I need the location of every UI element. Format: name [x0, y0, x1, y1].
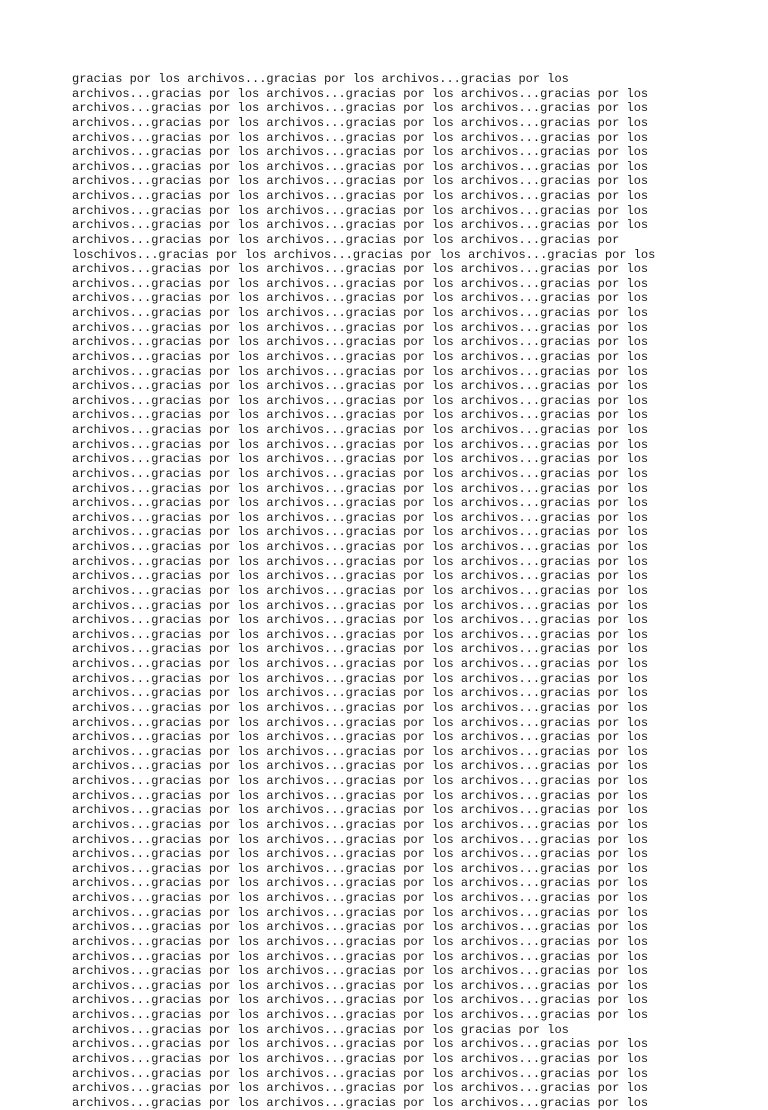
- text-line: archivos...gracias por los archivos...gracias por los archivos...gracias por los: [72, 145, 649, 160]
- text-line: archivos...gracias por los archivos...gracias por los archivos...gracias por los: [72, 803, 649, 818]
- text-line: archivos...gracias por los archivos...gracias por los archivos...gracias por los: [72, 423, 649, 437]
- text-line: archivos...gracias por los archivos...gracias por los archivos...gracias por los: [72, 715, 649, 730]
- text-line: archivos...gracias por los archivos...gracias por los archivos...gracias por los: [72, 408, 649, 423]
- text-line: archivos...gracias por los archivos...gracias por los archivos...gracias por los: [72, 218, 649, 233]
- text-line: archivos...gracias por los archivos...gracias por los archivos...gracias por los: [72, 379, 649, 394]
- text-line: archivos...gracias por los archivos...gracias por los archivos...gracias por los: [72, 1081, 649, 1096]
- text-line: archivos...gracias por los archivos...gracias por los archivos...gracias por los: [72, 1095, 649, 1110]
- text-line: gracias por los archivos...gracias por los archivos...gracias por los: [72, 72, 569, 86]
- text-line: archivos...gracias por los archivos...gracias por los archivos...gracias por los: [72, 861, 649, 876]
- text-line: archivos...gracias por los archivos...gracias por los archivos...gracias por los: [72, 174, 649, 189]
- text-line: archivos...gracias por los archivos...gracias por los archivos...gracias por los: [72, 598, 649, 613]
- text-line: archivos...gracias por los archivos...gracias por los archivos...gracias por los: [72, 276, 649, 291]
- text-line: archivos...gracias por los archivos...gracias por los archivos...gracias por los: [72, 452, 649, 467]
- text-line: archivos...gracias por los archivos...gracias por los archivos...gracias por los: [72, 949, 649, 964]
- text-line: archivos...gracias por los archivos...gracias por los archivos...gracias por los: [72, 569, 649, 584]
- text-line: archivos...gracias por los archivos...gracias por los archivos...gracias por los: [72, 203, 649, 218]
- text-line: archivos...gracias por los archivos...gracias por los archivos...gracias por los: [72, 1037, 649, 1052]
- text-line: archivos...gracias por los archivos...gracias por los archivos...gracias por los: [72, 613, 649, 628]
- text-line: archivos...gracias por los archivos...gracias por los archivos...gracias por los: [72, 583, 649, 598]
- text-line: archivos...gracias por los archivos...gracias por los archivos...gracias por los: [72, 1008, 649, 1022]
- text-line: archivos...gracias por los archivos...gracias por los archivos...gracias por los: [72, 291, 649, 306]
- text-line: archivos...gracias por los archivos...gracias por los archivos...gracias por los: [72, 86, 649, 101]
- text-line: archivos...gracias por los archivos...gracias por los archivos...gracias por los: [72, 101, 649, 116]
- text-line: archivos...gracias por los archivos...gracias por los archivos...gracias por los: [72, 700, 649, 715]
- text-line: archivos...gracias por los archivos...gracias por los archivos...gracias por los: [72, 130, 649, 145]
- text-line: loschivos...gracias por los archivos...gracias por los archivos...gracias por los: [72, 247, 656, 262]
- text-line: archivos...gracias por los archivos...gracias por los archivos...gracias por los: [72, 1051, 649, 1066]
- text-line: archivos...gracias por los archivos...gracias por los archivos...gracias por los: [72, 686, 649, 701]
- text-line: archivos...gracias por los archivos...gracias por los archivos...gracias por los: [72, 920, 649, 935]
- text-line: archivos...gracias por los archivos...gracias por los archivos...gracias por los: [72, 788, 649, 803]
- text-line: archivos...gracias por los archivos...gracias por los archivos...gracias por los: [72, 993, 649, 1008]
- text-line: archivos...gracias por los archivos...gracias por los archivos...gracias por los: [72, 349, 649, 364]
- text-line: archivos...gracias por los archivos...gracias por los archivos...gracias por los: [72, 510, 649, 525]
- text-line: archivos...gracias por los archivos...gracias por los archivos...gracias por los: [72, 525, 649, 540]
- text-line: archivos...gracias por los archivos...gracias por los archivos...gracias por los: [72, 540, 649, 554]
- text-line: archivos...gracias por los archivos...gracias por los archivos...gracias por los: [72, 189, 649, 203]
- document-text: [72, 72, 712, 1110]
- text-line: archivos...gracias por los archivos...gracias por los archivos...gracias por los: [72, 934, 649, 949]
- text-line: archivos...gracias por los archivos...gracias por los archivos...gracias por los: [72, 466, 649, 481]
- text-line: archivos...gracias por los archivos...gracias por los archivos...gracias por los: [72, 817, 649, 832]
- text-line: archivos...gracias por los archivos...gracias por los archivos...gracias por los: [72, 262, 649, 277]
- text-line: archivos...gracias por los archivos...gracias por los archivos...gracias por los: [72, 554, 649, 569]
- text-line: archivos...gracias por los archivos...gracias por los archivos...gracias por los: [72, 496, 649, 511]
- text-line: archivos...gracias por los archivos...gracias por los archivos...gracias por los: [72, 730, 649, 745]
- text-line: archivos...gracias por los archivos...gracias por los archivos...gracias por los: [72, 642, 649, 657]
- text-line: archivos...gracias por los archivos...gracias por los archivos...gracias por los: [72, 978, 649, 993]
- text-line: archivos...gracias por los archivos...gracias por los archivos...gracias por los: [72, 437, 649, 452]
- text-line: archivos...gracias por los archivos...gracias por los archivos...gracias por los: [72, 159, 649, 174]
- text-line: archivos...gracias por los archivos...gracias por los archivos...gracias por los: [72, 657, 649, 671]
- text-line: archivos...gracias por los archivos...gracias por los archivos...gracias por los: [72, 847, 649, 862]
- text-line: archivos...gracias por los archivos...gracias por los archivos...gracias por los: [72, 335, 649, 350]
- text-line: archivos...gracias por los archivos...gracias por los archivos...gracias por los: [72, 964, 649, 979]
- text-line: archivos...gracias por los archivos...gracias por los gracias por los: [72, 1022, 569, 1037]
- text-line: archivos...gracias por los archivos...gracias por los archivos...gracias por los: [72, 364, 649, 379]
- text-line: archivos...gracias por los archivos...gracias por los archivos...gracias por los: [72, 774, 649, 788]
- text-line: archivos...gracias por los archivos...gracias por los archivos...gracias por los: [72, 891, 649, 905]
- text-line: archivos...gracias por los archivos...gracias por los archivos...gracias por los: [72, 876, 649, 891]
- text-line: archivos...gracias por los archivos...gracias por los archivos...gracias por los: [72, 1066, 649, 1081]
- text-line: archivos...gracias por los archivos...gracias por los archivos...gracias por los: [72, 759, 649, 774]
- text-line: archivos...gracias por los archivos...gracias por los archivos...gracias por los: [72, 905, 649, 920]
- text-line: archivos...gracias por los archivos...gracias por los archivos...gracias por los: [72, 481, 649, 496]
- text-line: archivos...gracias por los archivos...gracias por los archivos...gracias por los: [72, 627, 649, 642]
- text-line: archivos...gracias por los archivos...gracias por los archivos...gracias por los: [72, 306, 649, 320]
- text-line: archivos...gracias por los archivos...gracias por los archivos...gracias por los: [72, 393, 649, 408]
- text-line: archivos...gracias por los archivos...gracias por los archivos...gracias por los: [72, 671, 649, 686]
- text-line: archivos...gracias por los archivos...gracias por los archivos...gracias por los: [72, 832, 649, 847]
- document-page: [72, 72, 712, 1110]
- text-line: archivos...gracias por los archivos...gracias por los archivos...gracias por: [72, 232, 620, 247]
- text-line: archivos...gracias por los archivos...gracias por los archivos...gracias por los: [72, 115, 649, 130]
- text-line: archivos...gracias por los archivos...gracias por los archivos...gracias por los: [72, 744, 649, 759]
- text-line: archivos...gracias por los archivos...gracias por los archivos...gracias por los: [72, 320, 649, 335]
